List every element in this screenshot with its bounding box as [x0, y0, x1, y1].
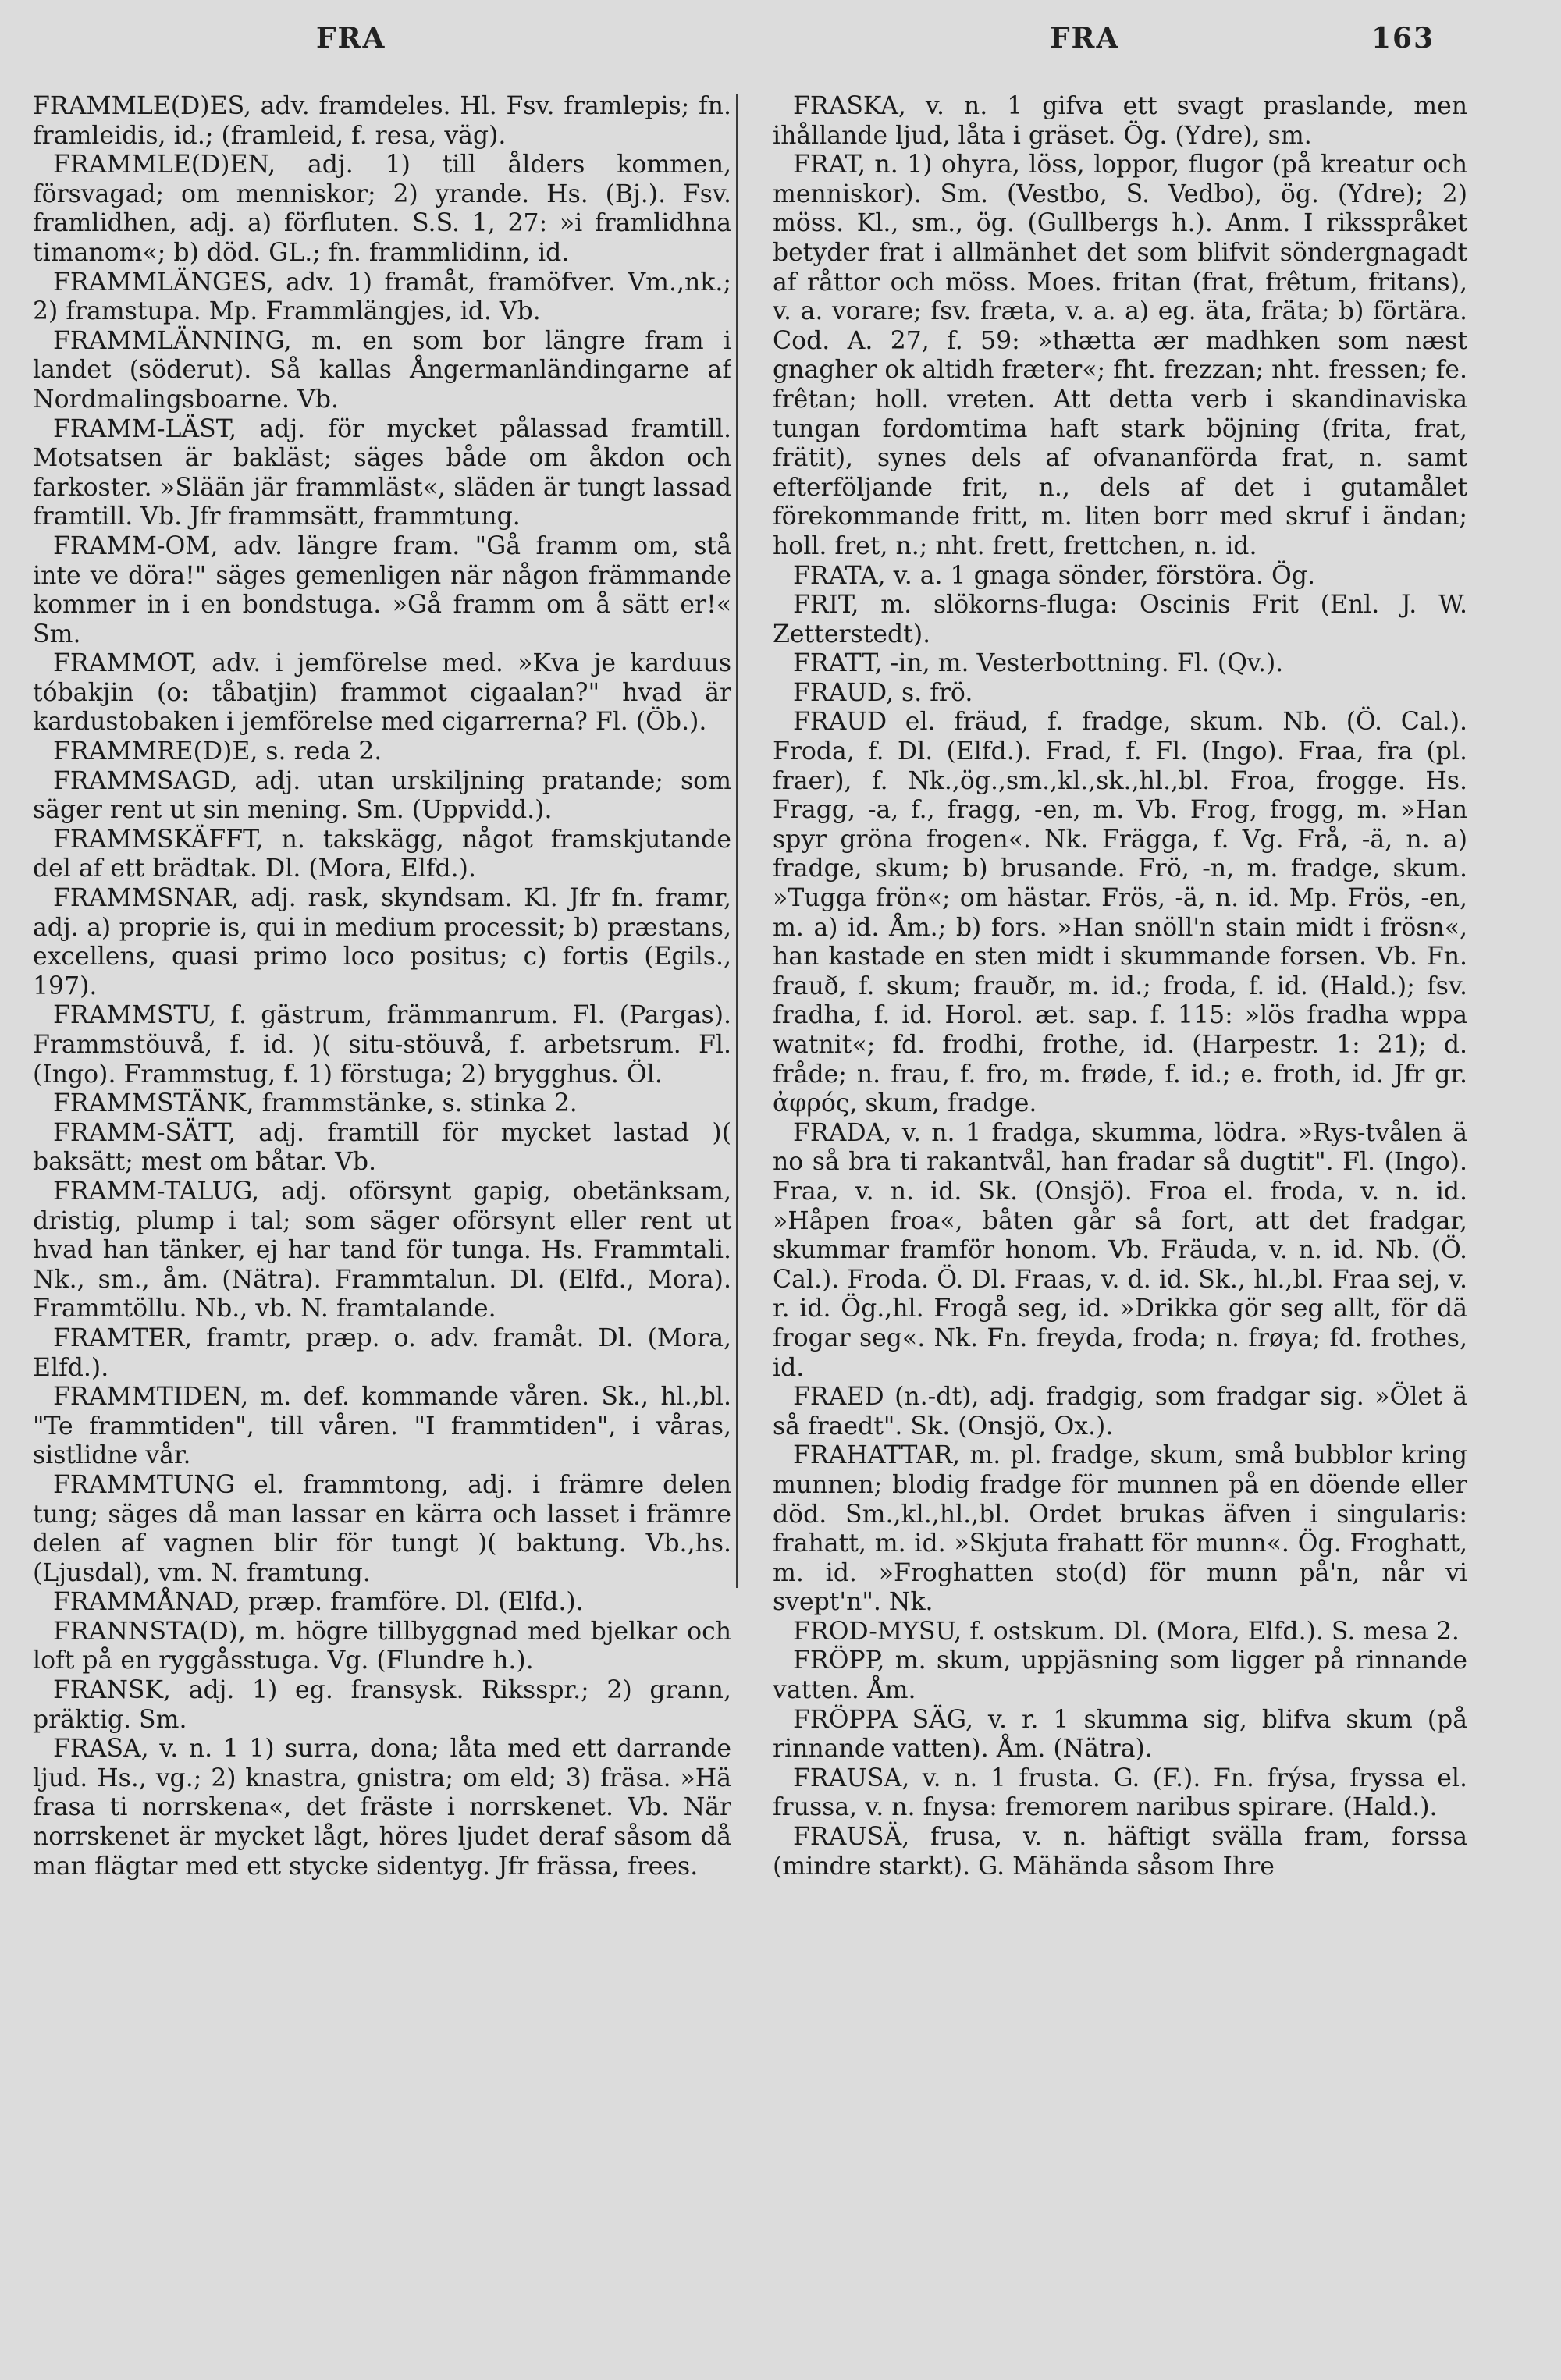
dictionary-entry: FRAMMTIDEN, m. def. kommande våren. Sk., hl.,bl. "Te frammtiden", till våren. "I frammtiden", i våras, sistlidne vår. [33, 1383, 731, 1470]
dictionary-entry: FRAHATTAR, m. pl. fradge, skum, små bubblor kring munnen; blodig fradge för munnen på en döende eller död. Sm.,kl.,hl.,bl. Ordet brukas äfven i singularis: frahatt, m. id. »Skjuta frahatt för munn«. Ög. Froghatt, m. id. »Froghatten sto(d) för munn på'n, når vi svept'n". Nk. [773, 1441, 1467, 1617]
running-head-left: FRA [316, 22, 386, 55]
dictionary-entry: FRAMMSAGD, adj. utan urskiljning pratande; som säger rent ut sin mening. Sm. (Uppvidd.). [33, 766, 731, 825]
dictionary-entry: FRAMMRE(D)E, s. reda 2. [53, 737, 382, 766]
left-column [33, 92, 731, 2355]
dictionary-entry: FROD-MYSU, f. ostskum. Dl. (Mora, Elfd.). S. mesa 2. [793, 1617, 1460, 1646]
dictionary-entry: FRAMM-OM, adv. längre fram. "Gå framm om, stå inte ve döra!" säges gemenligen när någon främmande kommer in i en bondstuga. »Gå framm om å sätt er!« Sm. [33, 531, 731, 648]
dictionary-entry: FRAMMLÄNGES, adv. 1) framåt, framöfver. Vm.,nk.; 2) framstupa. Mp. Frammlängjes, id. Vb. [33, 268, 731, 326]
dictionary-entry: FRASKA, v. n. 1 gifva ett svagt praslande, men ihållande ljud, låta i gräset. Ög. (Ydre), sm. [773, 92, 1467, 150]
dictionary-entry: FRAMM-LÄST, adj. för mycket pålassad framtill. Motsatsen är bakläst; säges både om åkdon och farkoster. »Slään jär frammläst«, släden är tungt lassad framtill. Vb. Jfr frammsätt, frammtung. [33, 414, 731, 531]
dictionary-entry: FRAMMSKÄFFT, n. takskägg, något framskjutande del af ett brädtak. Dl. (Mora, Elfd.). [33, 825, 731, 883]
dictionary-entry: FRASA, v. n. 1 1) surra, dona; låta med ett darrande ljud. Hs., vg.; 2) knastra, gnistra; om eld; 3) fräsa. »Hä frasa ti norrskena«, det fräste i norrskenet. Vb. När norrskenet är mycket lågt, höres ljudet deraf såsom då man flägtar med ett stycke sidentyg. Jfr frässa, frees. [33, 1735, 731, 1881]
dictionary-entry: FRAUSÄ, frusa, v. n. häftigt svälla fram, forssa (mindre starkt). G. Mähända såsom Ihre [773, 1823, 1467, 1881]
right-column [773, 92, 1467, 2355]
dictionary-entry: FRAMMTUNG el. frammtong, adj. i främre delen tung; säges då man lassar en kärra och lasset i främre delen af vagnen blir för tungt )( baktung. Vb.,hs. (Ljusdal), vm. N. framtung. [33, 1470, 731, 1587]
dictionary-entry: FRAT, n. 1) ohyra, löss, loppor, flugor (på kreatur och menniskor). Sm. (Vestbo, S. Vedbo), ög. (Ydre); 2) möss. Kl., sm., ög. (Gullbergs h.). Anm. I riksspråket betyder frat i allmänhet det som blifvit söndergnagadt af råttor och möss. Moes. fritan (frat, frêtum, fritans), v. a. vorare; fsv. fræta, v. a. a) eg. äta, fräta; b) förtära. Cod. A. 27, f. 59: »thætta ær madhken som næst gnagher ok altidh fræter«; fht. frezzan; nht. fressen; fe. frêtan; holl. vreten. Att detta verb i skandinaviska tungan fordomtima haft stark böjning (frita, frat, frätit), synes dels af ofvananförda frat, n. samt efterföljande frit, n., dels af det i gutamålet förekommande fritt, m. liten borr med skruf i ändan; holl. fret, n.; nht. frett, frettchen, n. id. [773, 151, 1467, 560]
dictionary-entry: FRAMMLE(D)ES, adv. framdeles. Hl. Fsv. framlepis; fn. framleidis, id.; (framleid, f. resa, väg). [33, 92, 731, 150]
dictionary-entry: FRAMMLE(D)EN, adj. 1) till ålders kommen, försvagad; om menniskor; 2) yrande. Hs. (Bj.). Fsv. framlidhen, adj. a) förfluten. S.S. 1, 27: »i framlidhna timanom«; b) död. GL.; fn. frammlidinn, id. [33, 151, 731, 267]
dictionary-entry: FRAMMSTU, f. gästrum, främmanrum. Fl. (Pargas). Frammstöuvå, f. id. )( situ-stöuvå, f. arbetsrum. Fl. (Ingo). Frammstug, f. 1) förstuga; 2) brygghus. Öl. [33, 1001, 731, 1089]
dictionary-entry: FRAMMÅNAD, præp. framföre. Dl. (Elfd.). [53, 1588, 584, 1617]
dictionary-entry: FRAMM-SÄTT, adj. framtill för mycket lastad )( baksätt; mest om båtar. Vb. [33, 1118, 731, 1177]
dictionary-entry: FRAMMLÄNNING, m. en som bor längre fram i landet (söderut). Så kallas Ångermanländingarne af Nordmalingsboarne. Vb. [33, 326, 731, 414]
dictionary-entry: FRAMMSTÄNK, frammstänke, s. stinka 2. [53, 1089, 578, 1118]
dictionary-entry: FRAUSA, v. n. 1 frusta. G. (F.). Fn. frýsa, fryssa el. frussa, v. n. fnysa: fremorem naribus spirare. (Hald.). [773, 1764, 1467, 1822]
dictionary-entry: FRANSK, adj. 1) eg. fransysk. Riksspr.; 2) grann, präktig. Sm. [33, 1676, 731, 1734]
dictionary-entry: FRATA, v. a. 1 gnaga sönder, förstöra. Ög. [793, 561, 1315, 590]
page-number: 163 [1371, 22, 1435, 55]
dictionary-entry: FRAMTER, framtr, præp. o. adv. framåt. Dl. (Mora, Elfd.). [33, 1323, 731, 1382]
dictionary-entry: FRAUD el. fräud, f. fradge, skum. Nb. (Ö. Cal.). Froda, f. Dl. (Elfd.). Frad, f. Fl. (Ingo). Fraa, fra (pl. fraer), f. Nk.,ög.,sm.,kl.,sk.,hl.,bl. Froa, frogge. Hs. Fragg, -a, f., fragg, -en, m. Vb. Frog, frogg, m. »Han spyr gröna frogen«. Nk. Frägga, f. Vg. Frå, -ä, n. a) fradge, skum; b) brusande. Frö, -n, m. fradge, skum. »Tugga frön«; om hästar. Frös, -ä, n. id. Mp. Frös, -en, m. a) id. Åm.; b) fors. »Han snöll'n stain midt i frösn«, han kastade en sten midt i skummande forsen. Vb. Fn. frauð, f. skum; frauðr, m. id.; froda, f. id. (Hald.); fsv. fradha, f. id. Horol. æt. sap. f. 115: »lös fradha wppa watnit«; fd. frodhi, frothe, id. (Harpestr. 1: 21); d. fråde; n. frau, f. fro, m. frøde, f. id.; e. froth, id. Jfr gr. ἀφρός, skum, fradge. [773, 708, 1467, 1118]
dictionary-entry: FRÖPPA SÄG, v. r. 1 skumma sig, blifva skum (på rinnande vatten). Åm. (Nätra). [773, 1705, 1467, 1764]
dictionary-entry: FRATT, -in, m. Vesterbottning. Fl. (Qv.). [793, 649, 1284, 678]
dictionary-entry: FRAED (n.-dt), adj. fradgig, som fradgar sig. »Ölet ä så fraedt". Sk. (Onsjö, Ox.). [773, 1383, 1467, 1440]
dictionary-entry: FRAMMOT, adv. i jemförelse med. »Kva je karduus tóbakjin (o: tåbatjin) frammot cigaalan?" hvad är kardustobaken i jemförelse med cigarrerna? Fl. (Öb.). [33, 649, 731, 737]
dictionary-entry: FRANNSTA(D), m. högre tillbyggnad med bjelkar och loft på en ryggåsstuga. Vg. (Flundre h.). [33, 1617, 731, 1675]
dictionary-entry: FRADA, v. n. 1 fradga, skumma, lödra. »Rys-tvålen ä no så bra ti rakantvål, han fradar så dugtit". Fl. (Ingo). Fraa, v. n. id. Sk. (Onsjö). Froa el. froda, v. n. id. »Håpen froa«, båten går så fort, att det fradgar, skummar framför honom. Vb. Fräuda, v. n. id. Nb. (Ö. Cal.). Froda. Ö. Dl. Fraas, v. d. id. Sk., hl.,bl. Fraa sej, v. r. id. Ög.,hl. Frogå seg, id. »Drikka gör seg allt, för dä frogar seg«. Nk. Fn. freyda, froda; n. frøya; fd. frothes, id. [773, 1118, 1467, 1382]
dictionary-entry: FRAMM-TALUG, adj. oförsynt gapig, obetänksam, dristig, plump i tal; som säger oförsynt eller rent ut hvad han tänker, ej har tand för tunga. Hs. Frammtali. Nk., sm., åm. (Nätra). Frammtalun. Dl. (Elfd., Mora). Frammtöllu. Nb., vb. N. framtalande. [33, 1177, 731, 1323]
column-divider [736, 94, 738, 1588]
running-head-right: FRA [1050, 22, 1120, 55]
dictionary-entry: FRÖPP, m. skum, uppjäsning som ligger på rinnande vatten. Åm. [773, 1646, 1467, 1705]
dictionary-entry: FRIT, m. slökorns-fluga: Oscinis Frit (Enl. J. W. Zetterstedt). [773, 591, 1467, 648]
dictionary-entry: FRAUD, s. frö. [793, 678, 973, 707]
dictionary-entry: FRAMMSNAR, adj. rask, skyndsam. Kl. Jfr fn. framr, adj. a) proprie is, qui in medium processit; b) præstans, excellens, quasi primo loco positus; c) fortis (Egils., 197). [33, 884, 731, 1000]
